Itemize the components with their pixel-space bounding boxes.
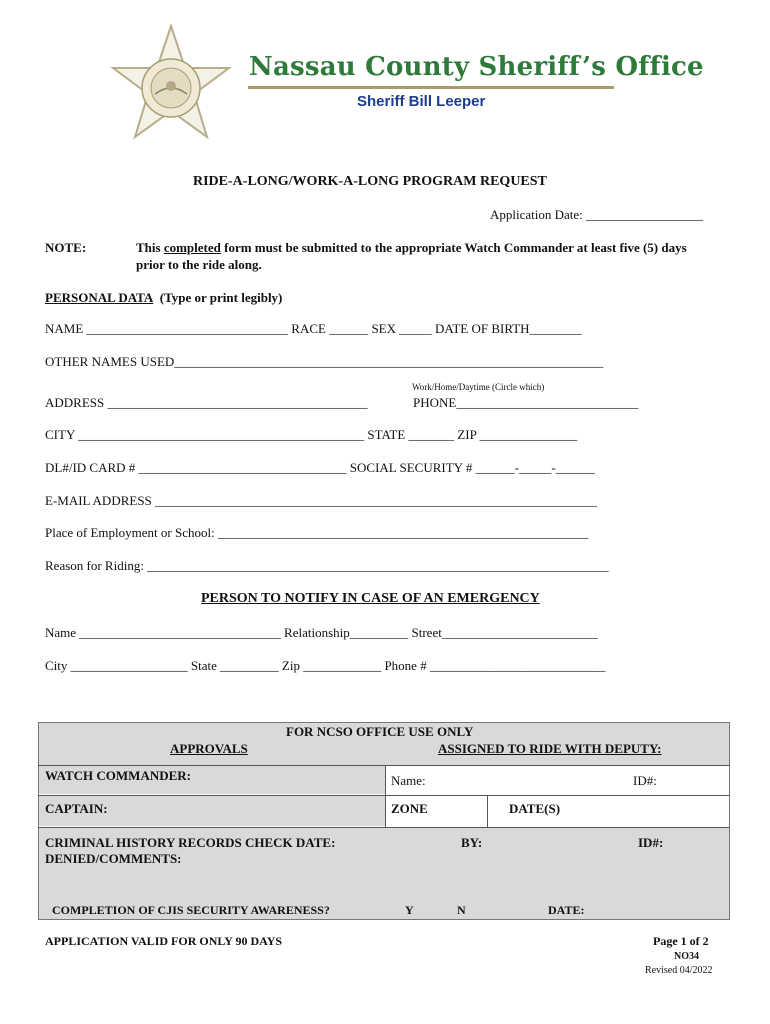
header-rule [248,86,614,89]
city-state-zip-row[interactable]: CITY ____________________________________________ STATE _______ ZIP _______________ [45,427,578,442]
email-field[interactable]: E-MAIL ADDRESS ____________________________________________________________________ [45,493,598,508]
page-number: Page 1 of 2 [653,934,709,948]
phone-field[interactable]: PHONE____________________________ [413,395,639,410]
reason-field[interactable]: Reason for Riding: _______________________________________________________________________ [45,558,609,573]
emergency-heading: PERSON TO NOTIFY IN CASE OF AN EMERGENCY [201,591,540,606]
office-use-heading: FOR NCSO OFFICE USE ONLY [286,724,474,739]
cjis-yes[interactable]: Y [405,903,414,917]
phone-hint: Work/Home/Daytime (Circle which) [412,382,545,392]
employment-field[interactable]: Place of Employment or School: _________________________________________________________ [45,525,589,540]
name-row[interactable]: NAME _______________________________ RACE ______ SEX _____ DATE OF BIRTH________ [45,321,582,336]
assigned-heading: ASSIGNED TO RIDE WITH DEPUTY: [438,741,662,756]
note-line-1: This completed form must be submitted to the appropriate Watch Commander at least five (5) days [136,240,687,255]
form-number: NO34 [674,951,699,962]
personal-data-heading: PERSONAL DATA (Type or print legibly) [45,290,283,305]
organization-name: Nassau County Sheriff’s Office [249,52,704,82]
emergency-row-1[interactable]: Name _______________________________ Relationship_________ Street________________________ [45,625,598,640]
note-label: NOTE: [45,240,87,255]
captain-label: CAPTAIN: [45,801,108,816]
other-names-field[interactable]: OTHER NAMES USED__________________________________________________________________ [45,354,604,369]
deputy-name-label: Name: [391,773,426,788]
watch-commander-label: WATCH COMMANDER: [45,768,191,783]
criminal-history-label: CRIMINAL HISTORY RECORDS CHECK DATE: [45,835,336,850]
sheriff-star-seal-icon [110,24,232,146]
address-field[interactable]: ADDRESS ________________________________________ [45,395,368,410]
note-line-2: prior to the ride along. [136,257,262,272]
revised-date: Revised 04/2022 [645,965,713,976]
id-label: ID#: [638,835,664,850]
by-label: BY: [461,835,483,850]
approvals-heading: APPROVALS [170,741,248,756]
validity-note: APPLICATION VALID FOR ONLY 90 DAYS [45,934,283,948]
application-date-field[interactable]: Application Date: __________________ [490,207,704,222]
emergency-row-2[interactable]: City __________________ State _________ Zip ____________ Phone # ___________________________ [45,658,606,673]
zone-label: ZONE [391,801,428,816]
sheriff-name: Sheriff Bill Leeper [357,93,486,110]
cjis-no[interactable]: N [457,903,466,917]
form-title: RIDE-A-LONG/WORK-A-LONG PROGRAM REQUEST [193,174,547,189]
dl-ssn-row[interactable]: DL#/ID CARD # ________________________________ SOCIAL SECURITY # ______-_____-______ [45,460,595,475]
cjis-date-label: DATE: [548,903,585,917]
denied-comments-label: DENIED/COMMENTS: [45,851,182,866]
deputy-id-label: ID#: [633,773,657,788]
cjis-label: COMPLETION OF CJIS SECURITY AWARENESS? [52,903,330,917]
dates-label: DATE(S) [509,801,561,816]
